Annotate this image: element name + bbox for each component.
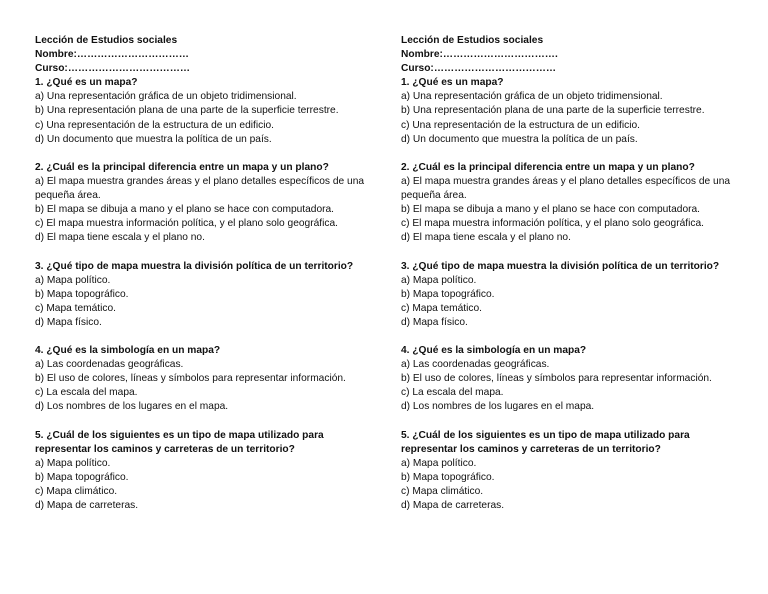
option-c: c) El mapa muestra información política, y el plano solo geográfica. — [35, 218, 338, 230]
option-a: a) Las coordenadas geográficas. — [35, 359, 184, 371]
name-field: Nombre:…………………………… — [35, 49, 189, 61]
question-prompt: 2. ¿Cuál es la principal diferencia entre un mapa y un plano? — [401, 161, 695, 173]
worksheet-right — [401, 34, 741, 513]
question-prompt: 5. ¿Cuál de los siguientes es un tipo de mapa utilizado para representar los caminos y carreteras de un territorio? — [401, 429, 690, 455]
question-prompt: 4. ¿Qué es la simbología en un mapa? — [401, 345, 587, 357]
option-c: c) La escala del mapa. — [35, 387, 138, 399]
name-field: Nombre:……………………………. — [401, 49, 558, 61]
option-b: b) Mapa topográfico. — [35, 288, 129, 300]
option-a: a) Mapa político. — [401, 274, 477, 286]
option-b: b) El mapa se dibuja a mano y el plano se hace con computadora. — [401, 204, 701, 216]
course-field: Curso:……………………………… — [401, 63, 557, 75]
question-1 — [401, 76, 741, 146]
question-prompt: 1. ¿Qué es un mapa? — [401, 77, 504, 89]
lesson-title: Lección de Estudios sociales — [35, 35, 178, 46]
option-d: d) El mapa tiene escala y el plano no. — [35, 232, 205, 244]
question-prompt: 3. ¿Qué tipo de mapa muestra la división política de un territorio? — [401, 260, 720, 272]
question-2 — [401, 161, 741, 246]
question-1 — [35, 76, 375, 146]
question-5 — [35, 429, 375, 514]
option-d: d) Mapa físico. — [35, 316, 102, 328]
option-d: d) Un documento que muestra la política de un país. — [35, 133, 272, 145]
worksheet-left — [35, 34, 375, 513]
option-d: d) El mapa tiene escala y el plano no. — [401, 232, 571, 244]
question-2 — [35, 161, 375, 246]
question-prompt: 4. ¿Qué es la simbología en un mapa? — [35, 345, 221, 357]
option-d: d) Los nombres de los lugares en el mapa. — [35, 401, 229, 413]
question-5 — [401, 429, 741, 514]
option-b: b) El mapa se dibuja a mano y el plano se hace con computadora. — [35, 204, 335, 216]
question-4 — [35, 344, 375, 414]
course-field: Curso:……………………………… — [35, 63, 191, 75]
option-b: b) El uso de colores, líneas y símbolos para representar información. — [401, 373, 712, 385]
option-b: b) Mapa topográfico. — [401, 288, 495, 300]
option-d: d) Mapa físico. — [401, 316, 468, 328]
option-d: d) Los nombres de los lugares en el mapa. — [401, 401, 595, 413]
option-a: a) El mapa muestra grandes áreas y el plano detalles específicos de una pequeña área. — [401, 175, 731, 202]
option-c: c) La escala del mapa. — [401, 387, 504, 399]
option-b: b) Mapa topográfico. — [35, 471, 129, 483]
option-a: a) Mapa político. — [401, 457, 477, 469]
option-a: a) El mapa muestra grandes áreas y el plano detalles específicos de una pequeña área. — [35, 175, 365, 202]
option-b: b) Una representación plana de una parte de la superficie terrestre. — [35, 105, 339, 117]
option-d: d) Mapa de carreteras. — [401, 500, 505, 512]
option-b: b) El uso de colores, líneas y símbolos para representar información. — [35, 373, 346, 385]
question-prompt: 3. ¿Qué tipo de mapa muestra la división política de un territorio? — [35, 260, 354, 272]
option-c: c) El mapa muestra información política, y el plano solo geográfica. — [401, 218, 704, 230]
question-3 — [401, 260, 741, 330]
option-c: c) Una representación de la estructura de un edificio. — [35, 119, 274, 131]
option-b: b) Una representación plana de una parte de la superficie terrestre. — [401, 105, 705, 117]
option-a: a) Mapa político. — [35, 274, 111, 286]
question-prompt: 2. ¿Cuál es la principal diferencia entre un mapa y un plano? — [35, 161, 329, 173]
option-a: a) Una representación gráfica de un objeto tridimensional. — [35, 91, 297, 103]
option-b: b) Mapa topográfico. — [401, 471, 495, 483]
option-c: c) Mapa climático. — [35, 486, 118, 497]
option-a: a) Las coordenadas geográficas. — [401, 359, 550, 371]
option-c: c) Mapa temático. — [35, 302, 116, 314]
question-4 — [401, 344, 741, 414]
option-a: a) Mapa político. — [35, 457, 111, 469]
option-c: c) Mapa temático. — [401, 302, 482, 314]
question-prompt: 5. ¿Cuál de los siguientes es un tipo de mapa utilizado para representar los caminos y carreteras de un territorio? — [35, 429, 324, 455]
option-d: d) Un documento que muestra la política de un país. — [401, 133, 638, 145]
option-c: c) Una representación de la estructura de un edificio. — [401, 119, 640, 131]
option-d: d) Mapa de carreteras. — [35, 500, 139, 512]
question-prompt: 1. ¿Qué es un mapa? — [35, 77, 138, 89]
question-3 — [35, 260, 375, 330]
lesson-title: Lección de Estudios sociales — [401, 35, 544, 46]
option-a: a) Una representación gráfica de un objeto tridimensional. — [401, 91, 663, 103]
option-c: c) Mapa climático. — [401, 486, 484, 497]
